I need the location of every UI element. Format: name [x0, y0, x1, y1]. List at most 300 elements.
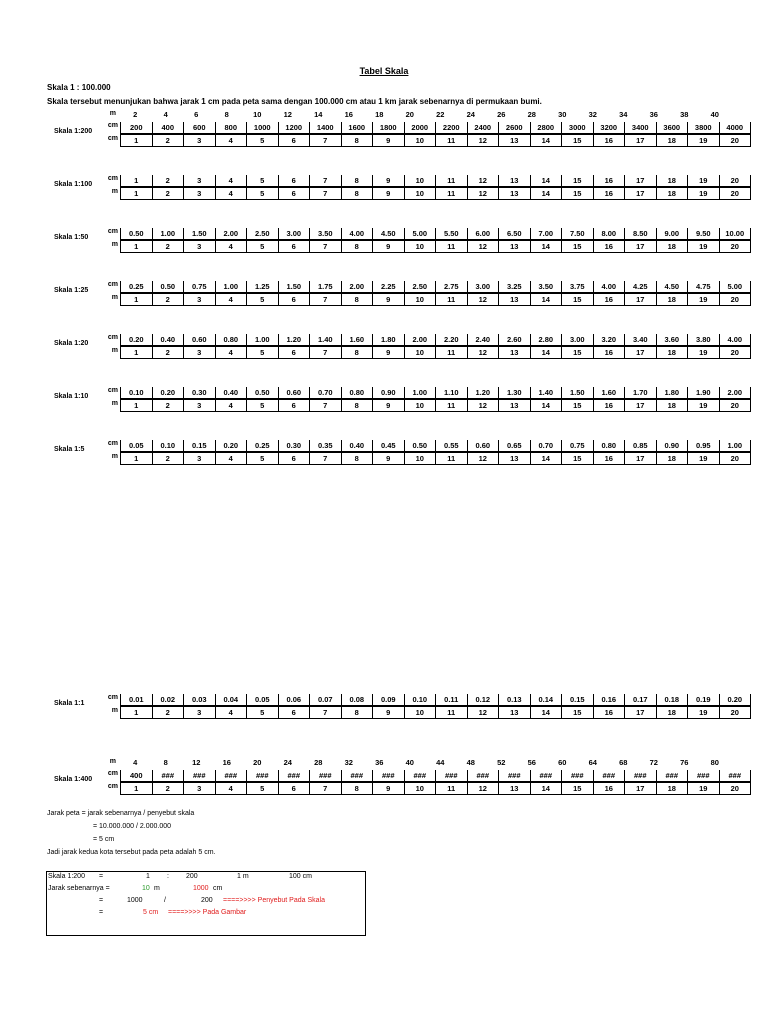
table-cell: 13: [499, 346, 531, 359]
table-cell: 3.00: [467, 281, 499, 293]
table-cell: 12: [467, 346, 499, 359]
table-cell: 4.50: [373, 228, 405, 240]
table-cell: 10: [404, 134, 436, 147]
header-cell: 24: [466, 110, 475, 119]
header-cell: 28: [527, 110, 536, 119]
table-cell: 3: [184, 240, 216, 253]
table-cell: 19: [688, 187, 720, 200]
table-cell: 3: [184, 399, 216, 412]
table-cell: 0.75: [184, 281, 216, 293]
table-cell: 200: [121, 122, 153, 134]
table-cell: 16: [593, 452, 625, 465]
header-cell: 24: [283, 758, 292, 767]
table-cell: 7: [310, 293, 342, 306]
table-cell: 3: [184, 452, 216, 465]
table-cell: 0.40: [152, 334, 184, 346]
table-cell: 1.50: [278, 281, 310, 293]
table-cell: 4.25: [625, 281, 657, 293]
box-ratio-200: 200: [186, 873, 198, 880]
table-cell: 3000: [562, 122, 594, 134]
table-cell: 0.19: [688, 694, 720, 706]
table-cell: 15: [562, 782, 594, 795]
header-cell: 8: [224, 110, 229, 119]
header-cell: 76: [680, 758, 689, 767]
table-cell: 9: [373, 346, 405, 359]
table-cell: 5: [247, 346, 279, 359]
table-cell: 8: [341, 187, 373, 200]
table-cell: 1: [121, 134, 153, 147]
header-cell: 12: [192, 758, 201, 767]
table-cell: 1: [121, 452, 153, 465]
page-title: Tabel Skala: [359, 66, 409, 76]
table-cell: 8: [341, 706, 373, 719]
table-cell: 0.05: [247, 694, 279, 706]
table-cell: 2200: [436, 122, 468, 134]
table-cell: 13: [499, 134, 531, 147]
table-cell: ###: [499, 770, 531, 782]
scale-label: Skala 1:50: [54, 234, 89, 241]
table-cell: 1: [121, 346, 153, 359]
table-cell: 20: [719, 240, 751, 253]
header-cell: 64: [588, 758, 597, 767]
table-cell: 3600: [656, 122, 688, 134]
table-cell: 12: [467, 240, 499, 253]
table-cell: 6: [278, 175, 310, 187]
table-cell: ###: [467, 770, 499, 782]
table-cell: 6: [278, 782, 310, 795]
table-cell: 3: [184, 782, 216, 795]
header-400-unit: m: [109, 758, 116, 765]
box-1m: 1 m: [237, 873, 249, 880]
table-cell: 0.50: [121, 228, 153, 240]
table-cell: 18: [656, 240, 688, 253]
unit-bottom: m: [111, 400, 118, 407]
table-cell: 7: [310, 782, 342, 795]
table-cell: 4: [215, 452, 247, 465]
note-line-1: Jarak peta = jarak sebenarnya / penyebut skala: [47, 810, 195, 817]
table-cell: 3: [184, 175, 216, 187]
header-cell: 40: [405, 758, 414, 767]
table-cell: 12: [467, 452, 499, 465]
table-cell: 3.60: [656, 334, 688, 346]
table-cell: 0.01: [121, 694, 153, 706]
table-cell: 0.20: [152, 387, 184, 399]
table-cell: 17: [625, 452, 657, 465]
table-cell: 6.50: [499, 228, 531, 240]
table-cell: 9: [373, 175, 405, 187]
table-cell: 1.00: [247, 334, 279, 346]
table-cell: 1.70: [625, 387, 657, 399]
table-cell: 19: [688, 175, 720, 187]
table-cell: 2.25: [373, 281, 405, 293]
scale-table: [120, 440, 751, 465]
table-cell: 4.75: [688, 281, 720, 293]
header-cell: 16: [222, 758, 231, 767]
table-cell: 3.20: [593, 334, 625, 346]
table-cell: 1200: [278, 122, 310, 134]
header-cell: 32: [344, 758, 353, 767]
unit-top: cm: [107, 122, 118, 129]
table-cell: 18: [656, 175, 688, 187]
table-cell: 5: [247, 240, 279, 253]
table-cell: 0.60: [184, 334, 216, 346]
table-cell: 0.85: [625, 440, 657, 452]
table-cell: 0.11: [436, 694, 468, 706]
table-cell: 8: [341, 240, 373, 253]
table-cell: 18: [656, 452, 688, 465]
table-cell: 0.09: [373, 694, 405, 706]
example-box: [46, 871, 366, 936]
table-cell: 7: [310, 187, 342, 200]
table-cell: 14: [530, 293, 562, 306]
table-cell: 11: [436, 452, 468, 465]
table-cell: 2.50: [404, 281, 436, 293]
table-cell: 11: [436, 175, 468, 187]
table-cell: ###: [404, 770, 436, 782]
table-cell: 9: [373, 134, 405, 147]
table-cell: 10: [404, 452, 436, 465]
table-cell: 1.80: [656, 387, 688, 399]
table-cell: 14: [530, 782, 562, 795]
table-cell: 800: [215, 122, 247, 134]
scale-table: [120, 122, 751, 147]
table-cell: 600: [184, 122, 216, 134]
table-cell: 20: [719, 452, 751, 465]
table-cell: 10: [404, 706, 436, 719]
table-cell: 1400: [310, 122, 342, 134]
table-cell: 14: [530, 399, 562, 412]
header-cell: 10: [253, 110, 262, 119]
table-cell: 5: [247, 293, 279, 306]
table-cell: 6: [278, 134, 310, 147]
table-cell: 1.50: [184, 228, 216, 240]
table-cell: 1.25: [247, 281, 279, 293]
table-cell: 2.75: [436, 281, 468, 293]
table-cell: 4.00: [341, 228, 373, 240]
table-cell: 7: [310, 134, 342, 147]
scale-table: [120, 281, 751, 306]
box-eq-1: =: [99, 873, 104, 880]
header-cell: 34: [619, 110, 628, 119]
table-cell: ###: [656, 770, 688, 782]
table-cell: 0.12: [467, 694, 499, 706]
table-cell: 3: [184, 346, 216, 359]
scale-label: Skala 1:400: [54, 776, 93, 783]
table-cell: 0.60: [467, 440, 499, 452]
table-cell: 0.40: [215, 387, 247, 399]
table-cell: 0.90: [373, 387, 405, 399]
table-cell: 17: [625, 782, 657, 795]
scale-table: [120, 175, 751, 200]
table-cell: 18: [656, 706, 688, 719]
header-cell: 6: [194, 110, 199, 119]
table-cell: 9.50: [688, 228, 720, 240]
table-cell: 5: [247, 452, 279, 465]
box-200: 200: [201, 897, 213, 904]
table-cell: 10: [404, 346, 436, 359]
table-cell: 4: [215, 293, 247, 306]
table-cell: 7: [310, 399, 342, 412]
header-cell: 4: [163, 110, 168, 119]
table-cell: 11: [436, 187, 468, 200]
table-cell: 9: [373, 782, 405, 795]
unit-top: cm: [107, 175, 118, 182]
scale-table: [120, 387, 751, 412]
table-cell: 5.00: [719, 281, 751, 293]
table-cell: 19: [688, 240, 720, 253]
table-cell: 18: [656, 399, 688, 412]
table-cell: 18: [656, 782, 688, 795]
table-cell: 19: [688, 293, 720, 306]
table-cell: 0.18: [656, 694, 688, 706]
table-cell: 2400: [467, 122, 499, 134]
table-cell: 0.20: [121, 334, 153, 346]
table-cell: 11: [436, 782, 468, 795]
scale-table: [120, 228, 751, 253]
table-cell: 6: [278, 399, 310, 412]
table-cell: 3.00: [278, 228, 310, 240]
table-cell: 10.00: [719, 228, 751, 240]
unit-top: cm: [107, 334, 118, 341]
box-real-distance-label: Jarak sebenarnya =: [48, 885, 110, 892]
table-cell: 0.10: [152, 440, 184, 452]
header-cell: 36: [375, 758, 384, 767]
header-cell: 32: [588, 110, 597, 119]
box-result: 5 cm: [143, 909, 159, 916]
unit-top: cm: [107, 387, 118, 394]
table-cell: 3800: [688, 122, 720, 134]
table-cell: 2: [152, 240, 184, 253]
table-cell: 6: [278, 452, 310, 465]
table-cell: ###: [436, 770, 468, 782]
table-cell: 2.80: [530, 334, 562, 346]
table-cell: 16: [593, 706, 625, 719]
unit-top: cm: [107, 440, 118, 447]
note-line-4: Jadi jarak kedua kota tersebut pada peta adalah 5 cm.: [47, 849, 216, 856]
table-cell: 1.90: [688, 387, 720, 399]
table-cell: 0.08: [341, 694, 373, 706]
header-cell: 18: [375, 110, 384, 119]
table-cell: 6: [278, 240, 310, 253]
table-cell: 7: [310, 175, 342, 187]
table-cell: 1.40: [310, 334, 342, 346]
header-cell: 30: [558, 110, 567, 119]
box-eq-4: =: [99, 909, 104, 916]
scale-label: Skala 1:100: [54, 181, 93, 188]
table-cell: 8.50: [625, 228, 657, 240]
header-cell: 20: [405, 110, 414, 119]
header-unit: m: [109, 110, 116, 117]
table-cell: 1: [121, 187, 153, 200]
table-cell: 16: [593, 134, 625, 147]
table-cell: 13: [499, 240, 531, 253]
table-cell: 15: [562, 240, 594, 253]
header-cell: 22: [436, 110, 445, 119]
table-cell: 11: [436, 399, 468, 412]
table-cell: 1.40: [530, 387, 562, 399]
table-cell: 19: [688, 452, 720, 465]
table-cell: 1.00: [152, 228, 184, 240]
table-cell: 2: [152, 293, 184, 306]
header-cell: 48: [466, 758, 475, 767]
table-cell: 3.40: [625, 334, 657, 346]
table-cell: ###: [562, 770, 594, 782]
table-cell: 0.16: [593, 694, 625, 706]
table-cell: 7: [310, 452, 342, 465]
box-real-distance-cm: 1000: [193, 885, 209, 892]
table-cell: 5: [247, 187, 279, 200]
table-cell: 15: [562, 706, 594, 719]
table-cell: ###: [310, 770, 342, 782]
table-cell: 4: [215, 175, 247, 187]
table-cell: 4: [215, 706, 247, 719]
table-cell: 0.50: [152, 281, 184, 293]
table-cell: 3: [184, 187, 216, 200]
table-cell: 3.50: [310, 228, 342, 240]
unit-top: cm: [107, 694, 118, 701]
unit-bottom: cm: [107, 783, 118, 790]
table-cell: 13: [499, 187, 531, 200]
table-cell: 10: [404, 240, 436, 253]
table-cell: 1: [121, 240, 153, 253]
table-cell: 12: [467, 187, 499, 200]
scale-label: Skala 1:20: [54, 340, 89, 347]
table-cell: 19: [688, 346, 720, 359]
table-cell: 2.00: [341, 281, 373, 293]
header-cell: 26: [497, 110, 506, 119]
table-cell: 7.50: [562, 228, 594, 240]
table-cell: 6.00: [467, 228, 499, 240]
table-cell: 12: [467, 399, 499, 412]
table-cell: 18: [656, 293, 688, 306]
table-cell: 7: [310, 240, 342, 253]
table-cell: 1.80: [373, 334, 405, 346]
table-cell: 0.10: [404, 694, 436, 706]
table-cell: 0.90: [656, 440, 688, 452]
scale-table: [120, 334, 751, 359]
table-cell: 9: [373, 399, 405, 412]
table-cell: 0.60: [278, 387, 310, 399]
table-cell: ###: [688, 770, 720, 782]
table-cell: 8: [341, 782, 373, 795]
table-cell: 14: [530, 240, 562, 253]
table-cell: 3.50: [530, 281, 562, 293]
table-cell: 5: [247, 782, 279, 795]
table-cell: 2: [152, 399, 184, 412]
header-cell: 4: [133, 758, 138, 767]
header-cell: 52: [497, 758, 506, 767]
table-cell: 1.20: [278, 334, 310, 346]
table-cell: 7: [310, 346, 342, 359]
table-cell: 1.20: [467, 387, 499, 399]
scale-table: [120, 770, 751, 795]
table-cell: ###: [215, 770, 247, 782]
header-cell: 72: [649, 758, 658, 767]
table-cell: 0.15: [184, 440, 216, 452]
box-real-distance-m: 10: [142, 885, 150, 892]
table-cell: 3.25: [499, 281, 531, 293]
table-cell: 14: [530, 452, 562, 465]
unit-bottom: m: [111, 347, 118, 354]
table-cell: 8: [341, 452, 373, 465]
table-cell: 1.50: [562, 387, 594, 399]
table-cell: 11: [436, 134, 468, 147]
table-cell: 0.40: [341, 440, 373, 452]
unit-bottom: m: [111, 453, 118, 460]
unit-top: cm: [107, 770, 118, 777]
table-cell: 8: [341, 293, 373, 306]
header-cell: 56: [527, 758, 536, 767]
table-cell: 2.00: [404, 334, 436, 346]
table-cell: 2000: [404, 122, 436, 134]
table-cell: 4: [215, 240, 247, 253]
table-cell: 8: [341, 346, 373, 359]
table-cell: 6: [278, 346, 310, 359]
table-cell: 4: [215, 782, 247, 795]
header-cell: 68: [619, 758, 628, 767]
table-cell: 0.20: [215, 440, 247, 452]
scale-label: Skala 1:25: [54, 287, 89, 294]
table-cell: 17: [625, 175, 657, 187]
header-cell: 8: [163, 758, 168, 767]
table-cell: 1.75: [310, 281, 342, 293]
table-cell: 0.70: [310, 387, 342, 399]
table-cell: 14: [530, 175, 562, 187]
table-cell: 4: [215, 134, 247, 147]
table-cell: 3200: [593, 122, 625, 134]
header-cell: 60: [558, 758, 567, 767]
table-cell: 5.00: [404, 228, 436, 240]
table-cell: 10: [404, 782, 436, 795]
table-cell: 0.80: [215, 334, 247, 346]
table-cell: 17: [625, 399, 657, 412]
table-cell: 2: [152, 187, 184, 200]
table-cell: 14: [530, 134, 562, 147]
intro-explanation: Skala tersebut menunjukan bahwa jarak 1 cm pada peta sama dengan 100.000 cm atau 1 km jarak sebenarnya di permukaan bumi.: [47, 97, 542, 106]
box-100cm: 100 cm: [289, 873, 312, 880]
table-cell: ###: [247, 770, 279, 782]
table-cell: 3.80: [688, 334, 720, 346]
table-cell: 3: [184, 134, 216, 147]
table-cell: 11: [436, 293, 468, 306]
header-cell: 14: [314, 110, 323, 119]
table-cell: 11: [436, 240, 468, 253]
table-cell: 4.00: [719, 334, 751, 346]
table-cell: 5: [247, 706, 279, 719]
table-cell: 2.60: [499, 334, 531, 346]
table-cell: 19: [688, 782, 720, 795]
note-line-3: = 5 cm: [93, 836, 115, 843]
header-cell: 80: [710, 758, 719, 767]
table-cell: 0.17: [625, 694, 657, 706]
table-cell: 12: [467, 175, 499, 187]
table-cell: 2: [152, 175, 184, 187]
table-cell: 3400: [625, 122, 657, 134]
table-cell: 2: [152, 782, 184, 795]
table-cell: 0.35: [310, 440, 342, 452]
table-cell: 0.50: [247, 387, 279, 399]
table-cell: 1: [121, 399, 153, 412]
table-cell: ###: [184, 770, 216, 782]
header-cell: 2: [133, 110, 138, 119]
table-cell: 0.95: [688, 440, 720, 452]
table-cell: 0.50: [404, 440, 436, 452]
box-unit-cm: cm: [213, 885, 223, 892]
table-cell: 12: [467, 293, 499, 306]
table-cell: 16: [593, 293, 625, 306]
table-cell: 15: [562, 452, 594, 465]
table-cell: 19: [688, 134, 720, 147]
